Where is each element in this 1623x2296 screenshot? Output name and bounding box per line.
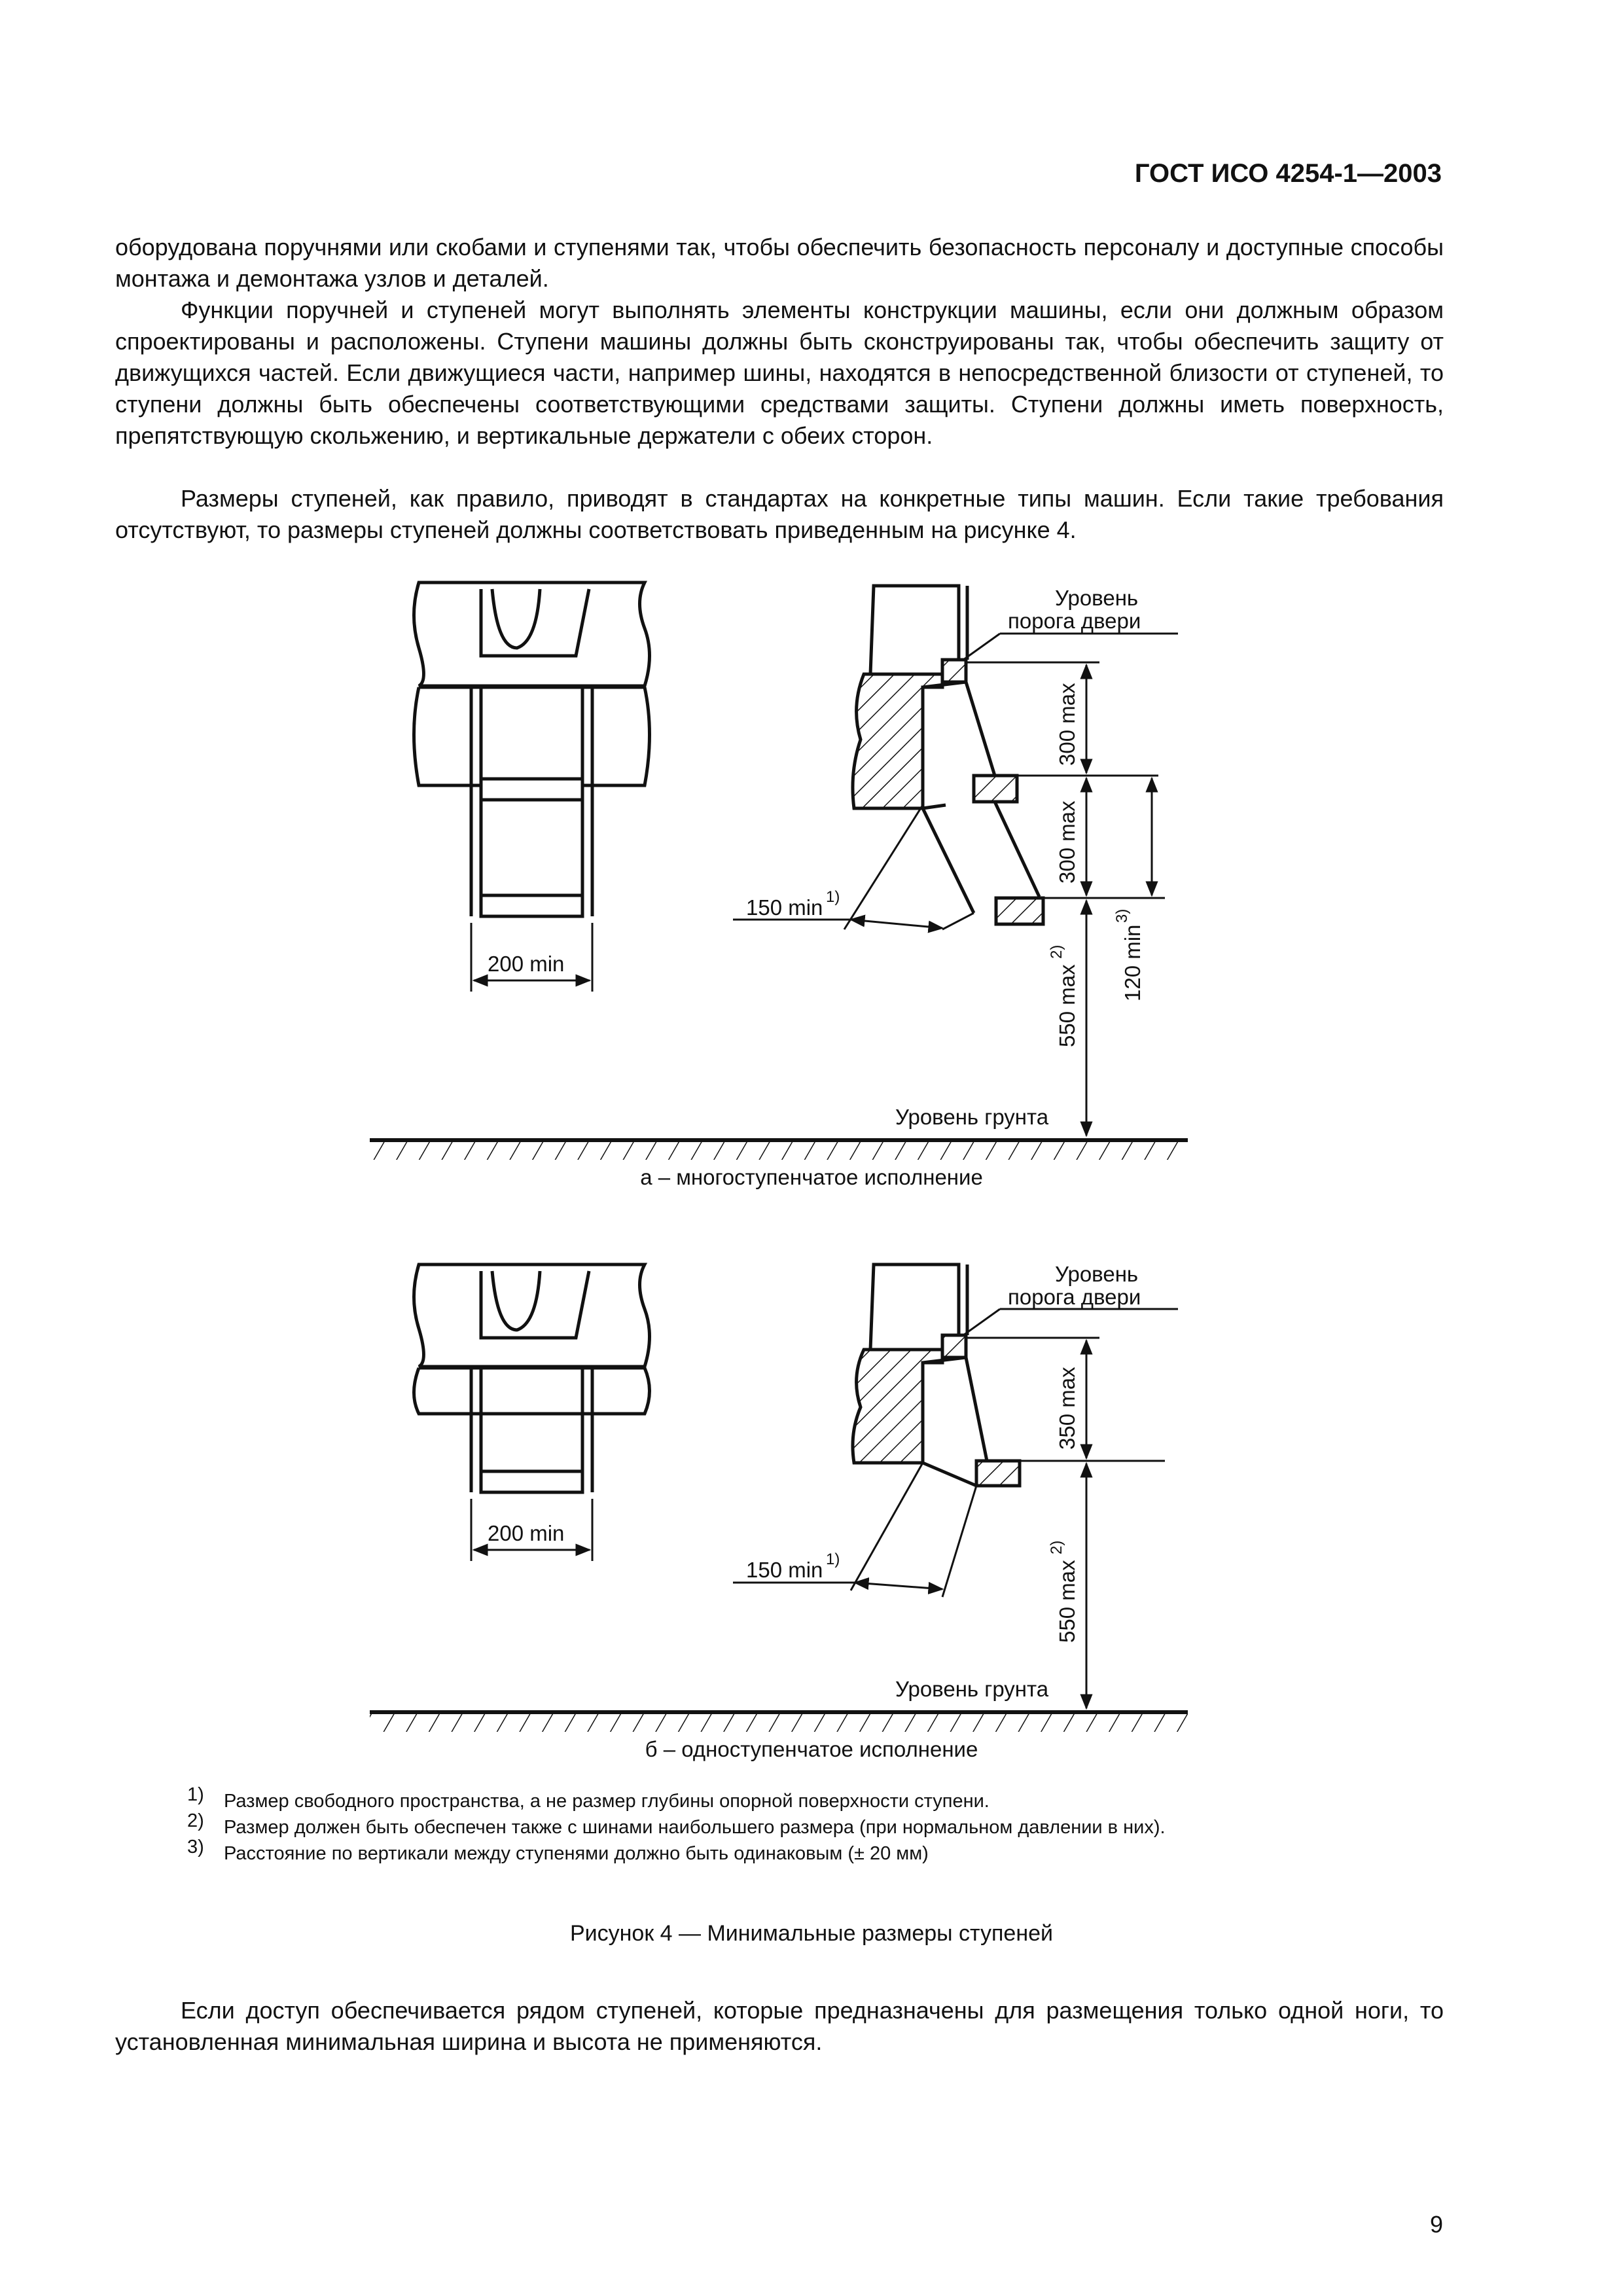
figure-a-ground [370, 1140, 1188, 1160]
fig-a-door-label-1: Уровень [1055, 586, 1139, 610]
footnote-1-number: 1) [187, 1784, 204, 1805]
figure-b-ground [370, 1712, 1188, 1732]
fig-a-dim-150: 150 min [746, 895, 823, 920]
fig-a-dim-300-top: 300 max [1055, 683, 1079, 766]
fig-b-door-label-1: Уровень [1055, 1262, 1139, 1286]
fig-a-dim-550-sup: 2) [1048, 944, 1065, 959]
figure-caption: Рисунок 4 — Минимальные размеры ступеней [569, 1921, 1054, 1946]
fig-b-door-label-2: порога двери [1008, 1285, 1141, 1309]
fig-a-dim-120: 120 min [1120, 924, 1145, 1001]
footnote-1 [187, 1784, 1431, 1814]
fig-b-dim-150: 150 min [746, 1558, 823, 1582]
fig-b-subcaption: б – одноступенчатое исполнение [645, 1737, 978, 1761]
fig-a-dim-200: 200 min [488, 952, 565, 976]
footnote-2 [187, 1810, 1431, 1840]
fig-a-door-label-2: порога двери [1008, 609, 1141, 633]
fig-a-dim-150-sup: 1) [826, 888, 840, 906]
footnote-2-number: 2) [187, 1810, 204, 1831]
fig-b-ground-label: Уровень грунта [895, 1677, 1049, 1701]
paragraph-3: Размеры ступеней, как правило, приводят в стандартах на конкретные типы машин. Если такие требования отсутствуют, то размеры ступеней должны соответствовать приведенным на рисунке 4. [115, 485, 1444, 543]
fig-b-dim-350: 350 max [1055, 1367, 1079, 1450]
fig-a-dim-300-mid: 300 max [1055, 800, 1079, 884]
fig-b-dim-550-sup: 2) [1048, 1540, 1065, 1554]
footnote-3-text: Расстояние по вертикали между ступенями должно быть одинаковым (± 20 мм) [224, 1843, 929, 1864]
figure-b-front-view [414, 1265, 650, 1561]
figure-footnotes [187, 1784, 1431, 1867]
footnote-1-text: Размер свободного пространства, а не размер глубины опорной поверхности ступени. [224, 1791, 990, 1812]
figure-b-side-view [733, 1265, 1178, 1708]
fig-b-dim-200: 200 min [488, 1521, 565, 1545]
closing-paragraph: Если доступ обеспечивается рядом ступеней, которые предназначены для размещения только одной ноги, то установленная минимальная ширина и высота не применяются. [115, 1997, 1444, 2055]
fig-a-dim-120-sup: 3) [1113, 908, 1131, 923]
footnote-2-text: Размер должен быть обеспечен также с шинами наибольшего размера (при нормальном давлении в них). [224, 1817, 1166, 1838]
fig-a-dim-550: 550 max [1055, 964, 1079, 1047]
fig-b-dim-150-sup: 1) [826, 1551, 840, 1568]
paragraph-1: оборудована поручнями или скобами и ступенями так, чтобы обеспечить безопасность персоналу и доступные способы монтажа и демонтажа узлов и деталей. [115, 234, 1444, 292]
fig-b-dim-550: 550 max [1055, 1560, 1079, 1643]
fig-a-ground-label: Уровень грунта [895, 1105, 1049, 1129]
figure-a-front-view [414, 583, 650, 992]
footnote-3 [187, 1837, 1431, 1867]
fig-a-subcaption: а – многоступенчатое исполнение [640, 1165, 983, 1189]
document-header: ГОСТ ИСО 4254-1—2003 [1134, 159, 1442, 188]
footnote-3-number: 3) [187, 1837, 204, 1857]
figure-a-side-view [733, 586, 1178, 1136]
paragraph-2: Функции поручней и ступеней могут выполнять элементы конструкции машины, если они должным образом спроектированы и расположены. Ступени машины должны быть сконструированы так, чтобы обеспечить защиту от движущихся частей. Если движущиеся части, например шины, находятся в непосредственной близости от ступеней, то ступени должны быть обеспечены соответствующими средствами защиты. Ступени должны иметь поверхность, препятствующую скольжению, и вертикальные держатели с обеих сторон. [115, 296, 1444, 449]
page-number: 9 [1429, 2211, 1443, 2238]
